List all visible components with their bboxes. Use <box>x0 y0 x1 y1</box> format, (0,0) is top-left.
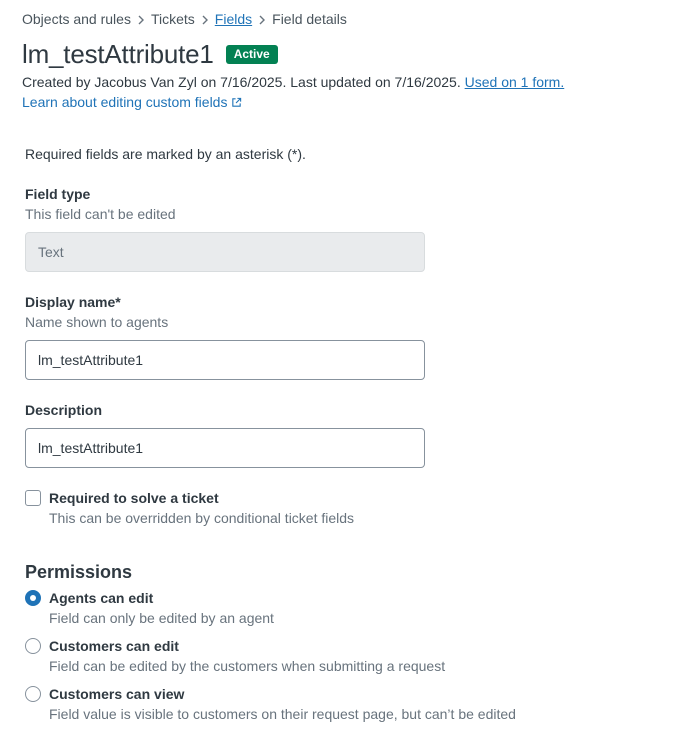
description-input[interactable]: lm_testAttribute1 <box>25 428 425 468</box>
customers-can-view-hint: Field value is visible to customers on their request page, but can’t be edited <box>49 706 516 722</box>
permission-option-agents-can-edit[interactable] <box>25 588 274 628</box>
display-name-label: Display name* <box>25 294 121 310</box>
customers-can-view-radio[interactable] <box>25 686 41 702</box>
agents-can-edit-label: Agents can edit <box>49 590 154 606</box>
agents-can-edit-radio[interactable] <box>25 590 41 606</box>
customers-can-edit-hint: Field can be edited by the customers when submitting a request <box>49 658 446 674</box>
description-label: Description <box>25 402 103 418</box>
permission-option-customers-can-edit[interactable] <box>25 636 445 676</box>
used-on-forms-link[interactable]: Used on 1 form. <box>464 74 565 90</box>
field-type-label: Field type <box>25 186 91 202</box>
chevron-right-icon <box>252 11 272 27</box>
breadcrumb-current-page: Field details <box>272 11 347 27</box>
permission-option-customers-can-view[interactable] <box>25 684 516 724</box>
agents-can-edit-hint: Field can only be edited by an agent <box>49 610 274 626</box>
display-name-hint: Name shown to agents <box>25 314 169 330</box>
chevron-right-icon <box>131 11 151 27</box>
customers-can-view-label: Customers can view <box>49 686 185 702</box>
required-to-solve-checkbox[interactable] <box>25 490 41 506</box>
chevron-right-icon <box>195 11 215 27</box>
breadcrumb-fields-link[interactable]: Fields <box>214 11 253 27</box>
status-badge: Active <box>226 45 278 64</box>
title-row <box>22 38 278 70</box>
field-type-hint: This field can't be edited <box>25 206 176 222</box>
customers-can-edit-label: Customers can edit <box>49 638 179 654</box>
permissions-title: Permissions <box>25 562 133 582</box>
field-meta <box>22 72 564 92</box>
breadcrumb-tickets[interactable]: Tickets <box>150 11 195 27</box>
page-title: lm_testAttribute1 <box>22 38 214 69</box>
external-link-icon <box>231 97 242 108</box>
required-to-solve-label: Required to solve a ticket <box>49 490 219 506</box>
customers-can-edit-radio[interactable] <box>25 638 41 654</box>
breadcrumb-objects-and-rules[interactable]: Objects and rules <box>22 11 131 27</box>
required-to-solve-hint: This can be overridden by conditional ticket fields <box>49 510 355 526</box>
learn-link[interactable] <box>22 92 242 112</box>
breadcrumb <box>22 10 347 28</box>
created-updated-text: Created by Jacobus Van Zyl on 7/16/2025. Last updated on 7/16/2025. <box>22 74 461 90</box>
learn-link-label: Learn about editing custom fields <box>22 94 228 110</box>
field-type-input: Text <box>25 232 425 272</box>
required-fields-note: Required fields are marked by an asterisk (*). <box>25 146 306 162</box>
display-name-input[interactable]: lm_testAttribute1 <box>25 340 425 380</box>
required-to-solve-option[interactable] <box>25 488 354 528</box>
